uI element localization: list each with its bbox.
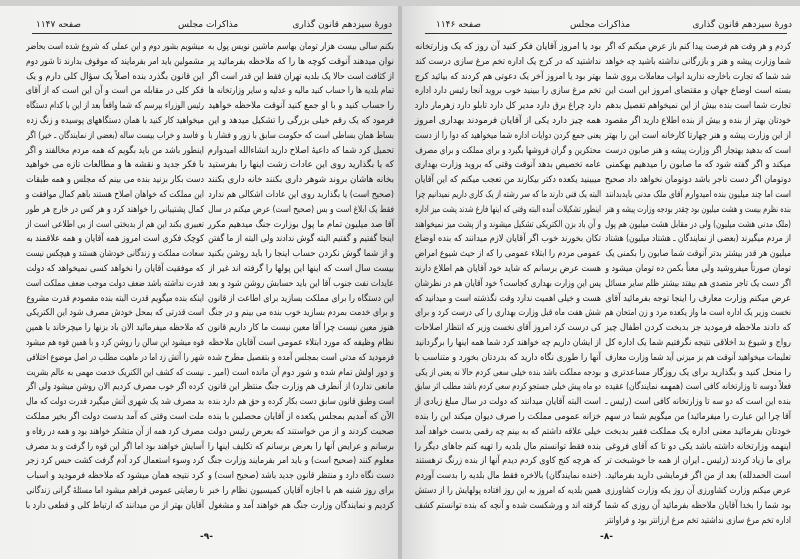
text-line: آنها را طوری نگاه دارید که بدردتان بخورد و متناسب با xyxy=(414,352,601,363)
text-line: (صحیح است) یا بگذارید روی این عادات اشکالی هم ندارد xyxy=(208,189,394,200)
text-line: میکند و اگر گفته شود که ما صابون را میدهیم بهکمنی xyxy=(605,160,791,171)
left-page-header xyxy=(0,20,400,34)
text-line: خزانه عمومی مملکت را صرف دیوان میکند این را بنده xyxy=(415,411,601,422)
text-line: دوتومان اگر دست تاجر باشد دوتومان نخواهد داد صحیح xyxy=(604,175,791,186)
text-column xyxy=(26,40,204,514)
text-line: را منحل کنید و بگذارید برای یک روزگار مساعدتری و xyxy=(604,367,791,378)
text-column xyxy=(415,40,601,514)
text-column xyxy=(605,40,791,528)
text-line: رئیس الوزراء بپرسم که شما واقعاً بعد از این با کدام دستگاه xyxy=(26,101,204,112)
text-line: مصرف کرد همه از آن متشکر خواهند بود و همه در رفاه و xyxy=(26,426,204,437)
text-line: تکان بخورند خوب اگر آقایان لازم میدانند که بنده اوضاع xyxy=(414,234,601,245)
text-line: و دور اولش تمام شده و شور دوم آن مانده است (امیر ـ xyxy=(208,367,394,378)
text-line: اینکه بنده میگویم قدرت البته بنده مقصودم قدرت مشروع xyxy=(26,293,204,304)
text-line: عرض میکنم وزارت کشاورزی آن روز یکه وزارت کشاورزی xyxy=(604,485,791,496)
text-line: میخواهید کار کنید با همان دستگاههای پوسیده و زنگ زده xyxy=(26,115,204,126)
text-line: که دادند ملاحظه فرمودید جز بدبخت کردن اطفال چیز xyxy=(604,323,791,334)
text-line: است که بدهید بهتجار اگر وزارت پیشه و هنر صابون درست xyxy=(605,145,791,156)
text-line: بنده این است که دو سه تا وزارتخانه کافی است (رئیس ـ xyxy=(605,397,791,408)
text-line: و برای خدمت بمردم بسازید خوب بنده می بینم و در جنگ xyxy=(208,308,394,319)
text-line: فقط یک ابلاغ است و بس (صحیح است) عرض میکنم در سال xyxy=(208,204,394,215)
text-line: دست نگاه دارد و منتظر قانون جدید باشد (صحیح است) و xyxy=(208,471,394,482)
text-line: بساط همان بساطی است که حکومت سابق با زور و فشار با xyxy=(208,130,394,141)
text-line: تعبیری بکند این هم از بدبختی است از بی اطلاعی است از xyxy=(25,219,205,230)
text-line: مشمولین باید امر بفرمایند که موقوف بدارند تا شور دوم xyxy=(26,56,204,67)
text-line: کرد نتیجه همان میشود که ملاحظه فرمودید و اسباب xyxy=(26,471,205,482)
book-gutter xyxy=(398,0,402,559)
text-line: تعلیمات میخواهید آنوقت هم بز میزنی آید شما وزارت معارف xyxy=(605,352,791,363)
text-line: است اما چند میلیون بنده امیدوارم آقای ملک مدنی بایدبدانند xyxy=(605,189,791,200)
text-line: بودجه مملکت باشد بنده خیلی سعی کردم حالا نه یعنی از یکی xyxy=(415,367,601,378)
text-line: خیلی علاقه داشتم که به بینم چه رقمی بدست خواهد آمد xyxy=(415,426,601,437)
page-number: صفحه ۱۱۴۶ xyxy=(436,20,482,30)
text-line: تخم مرغ سازی را ببینید خوب بروید آنجا رئیس دارد اداره xyxy=(415,86,601,97)
text-line: نداشتید که در کرج یک اداره تخم مرغ سازی درست کند xyxy=(415,56,601,67)
text-line: فرمود که یک رقم خیلی بزرگی را تشکیل میدهد و این xyxy=(208,115,394,126)
text-line: هست عرض برسانم که شاید خود آقایان هم اطلاع دارند xyxy=(414,263,601,274)
text-line: اینجا گفتیم و گفتیم البته گوش ندادند ولی البته از ما گفتن xyxy=(208,234,394,245)
text-line: برای ما زیاد کردند (رئیس ـ ایران از همه جا خوشبخت تر xyxy=(605,456,791,467)
text-line: خودتان بهتر از بنده و بیش از بنده اطلاع دارید اگر مقصود xyxy=(604,115,791,126)
text-line: همه چیز دارد یکی از آقایان فرمودند بهداری امروز xyxy=(414,115,601,126)
text-column xyxy=(208,40,394,514)
text-line: بنده نظرم بیست و هشت میلیون بود چقدر بودجه وزارت پیشه و هنر xyxy=(605,204,791,215)
text-line: بیست سال است که اینها این پولها را گرفته اند غیر از xyxy=(208,263,394,274)
text-line: بد مصرف شد یک شهری آتش میگیرد قدرت دولت که مال xyxy=(26,397,204,408)
text-line: از این وزارت پیشه و هنر چهارتا کارخانه است این را بهتر xyxy=(604,130,791,141)
text-line: آقا صد میلیون تمام ما پول بوزارت جنگ میدهیم مکرر xyxy=(207,219,394,230)
text-line: کرد وسوء استعمال کرد آدم گرفت کشت حبس کرد زجر xyxy=(25,456,204,467)
text-line: برای روز شنبه هم با اجازه آقایان کمیسیون نظام را خبر xyxy=(207,485,394,496)
text-line: اداره تخم مرغ سازی نداشتید تخم مرغ ارزانتر بود و فراوانتر xyxy=(605,515,791,526)
text-line: با فکر جدید و نقشه ها و مطالعات تازه می خواهید xyxy=(25,160,205,171)
text-line: هست و خیلی اهمیت ندارد وقت نگذشته است و میدانید که xyxy=(414,293,601,304)
text-line: الآن که آمدیم بمجلس یکعده از آقایان محصلین با بنده xyxy=(207,411,394,422)
text-line: قدرت نداشته باشد ضعف دولت موجب ضعف مملکت است xyxy=(25,278,205,289)
text-line: آسایش خواهند بود اما اگر این قوه را گرفت و بد مصرف xyxy=(25,441,204,452)
header-rule xyxy=(32,33,392,34)
text-line: بسته است اوضاع جهان و مقتضای امروز این است این xyxy=(605,86,791,97)
text-line: اگر دست یک تاجر متصدی هم بیفتد بیشتر ظلم سایر مسائل xyxy=(605,278,791,289)
text-line: نا رضایتی عمومی فراهم میشود اما مسئلهٔ گرانی زندگانی xyxy=(26,485,205,496)
text-line: کردیم و نمایندگان وزارت جنگ هم خواهند آمد و مشغول xyxy=(208,500,394,511)
text-line: عرض میکنم وزارت معارف را اینجا توجه بفرمائید آقای xyxy=(605,293,791,304)
text-line: کمال پشتیبانی را خواهند کرد و هر کس در خارج هر طور xyxy=(25,204,204,215)
text-line: عمومی مردم را ابتلاء عمومی را که از حیث شیوع امراض xyxy=(414,249,601,260)
text-line: معلوم کنند (صحیح است) و باید امر بفرمایند وزارت جنگ xyxy=(207,456,394,467)
text-line: دو ماه پیش خیلی جستجو کردم سعی کردم باشد مطلب اثر سابق xyxy=(414,382,601,393)
text-line: و آن باد بزن الکتریکی تشکیل میشوند و از پشت میز نمیخواهند xyxy=(414,219,601,230)
text-line: بخانه هاشان بروند شوهر داری بکنند خانه داری بکنند xyxy=(207,175,394,186)
text-line: (خنده نمایندگان) بالاخره فقط مال بلدیه را بدست آوردم xyxy=(415,471,601,482)
session-volume: دورهٔ سیزدهم قانون گذاری xyxy=(692,20,792,30)
text-line: این دستگاه را برای مملکت بسازید برای اطاعت از قانون xyxy=(207,293,394,304)
text-line: اینهمه وزارتخانه داشته باشد یکی دو تا که آقای فروغی xyxy=(605,441,791,452)
text-line: که یا بگذارید روی این عادات زشت اینها را بفرستید xyxy=(208,160,394,171)
text-line: دارد چراغ برق دارد مدیر کل دارد تابلو دارد زهرمار دارد xyxy=(414,101,601,112)
text-line: عایدات نفت جنوب آقا این باید حسابش روشن شود و بعد xyxy=(208,278,394,289)
text-line: قوه میشود این سالن را روشن کرد و با همین قوه هم میشود xyxy=(26,337,205,348)
text-line: شد شما که تجارت باخارجه ندارید ابواب معاملات بروی شما xyxy=(605,71,791,82)
text-line: میلیون هر قدر بیشتر بدتر آنوقت شما صابون را بکمنی یک xyxy=(605,249,791,260)
text-line: گرفته اند و ورشکست شده و آنچه که بنده توانستم کشف xyxy=(414,500,601,511)
text-line: هنوز معین نیست چرا آقا معین نیست ما کار داریم قانون xyxy=(207,323,394,334)
text-line: اینطور باشد من باید بگویم که همه مردم مخالفند و اگر xyxy=(25,145,205,156)
text-line: فرمودید که مدتی است بمجلس آمده و بتفصیل مطرح شده xyxy=(207,352,394,363)
text-line: دست بکار بزنید بنده می بینم که مجلس و همه طبقات xyxy=(26,175,204,186)
text-line: کی درست کرد امروز آقای نخست وزیر که انتظار اصلاحات xyxy=(414,323,601,334)
text-line: که هرچه کنج کاوی کردم دیدم آنها از بنده زرنگ ترهستند xyxy=(415,456,601,467)
header-title: مذاکرات مجلس xyxy=(570,20,631,30)
text-line: سعادت مملکت و زندگانی خودشان هستند و هیچکس نیست xyxy=(26,249,204,260)
text-line: پس این وزارت بهداری کجاست؟ خود آقایان هم در نظرشان xyxy=(414,278,601,289)
text-line: نیست که کشف این الکتریک خدمت مهمی به عالم بشریت xyxy=(26,367,204,378)
text-line: رواج و شیوع بد اخلاقی نتیجه نگرفتیم شما یک اداره کل xyxy=(605,337,791,348)
text-line: از مردم میگیرند (بعضی از نمایندگان ـ هشتاد میلیون) هشتاد xyxy=(604,234,791,245)
text-line: تجارت شما است بنده بیش از این نمیخواهم تفصیل بدهم xyxy=(605,101,791,112)
scan-edge xyxy=(0,0,800,6)
session-volume: دورهٔ سیزدهم قانون گذاری xyxy=(292,20,392,30)
header-title: مذاکرات مجلس xyxy=(178,20,239,30)
text-line: از ایشان داریم چه خواهند کرد شما همه اینها را برگردانید xyxy=(415,337,601,348)
text-line: مانعی ندارد) از آنطرف هم وزارت جنگ منتظر این قانون xyxy=(207,382,394,393)
text-line: (ملک مدنی هشت میلیون) ولی در مقابل هشت میلیون هم پول xyxy=(604,219,791,230)
right-page-header xyxy=(400,20,800,34)
text-line: ملت است وقتی که آمد بدست دولت اگر بخیر مملکت xyxy=(25,411,204,422)
text-line: آقایان بهتر از من میدانند که ارتباط کلی و قطعی دارد با xyxy=(25,500,204,511)
text-line: تومان صورتاً میفروشید ولی معناً بکمن ده تومان میشود و xyxy=(605,263,791,274)
text-line: نوان میدهند آنوقت کوچه ها را که ملاحظه بفرمائید پر xyxy=(208,56,394,67)
text-line: است الحمدلله) بعد از من اگر فرمایشی دارید بفرمائید. xyxy=(605,471,791,482)
text-line: صحبت کردند و از من خواستند که بعرض رئیس دولت xyxy=(207,426,394,437)
text-line: فعلاً دوسه تا وزارتخانه کافی است (همهمه نمایندگان) عقیده xyxy=(605,382,791,393)
text-line: میشویم بشور دوم و این عملی که شروع شده است بحاضر xyxy=(26,42,205,52)
text-line: از کثافت است حالا یک بلدیه تهران فقط این قدر است اگر xyxy=(208,71,394,82)
text-line: همین بلدیه که امروز به این روز افتاده پولهایش را از دستش xyxy=(414,485,601,496)
text-line: اینطور تشکیلات آمده البته وقتی که اینها فارغ شدند پشت میز اداره xyxy=(415,204,601,215)
text-line: برسانم و عرایض آنها را بعرض برسانم که تکلیف اینها را xyxy=(207,441,394,452)
text-line: میبینید یکعده دکتر بیکارند من تعجب میکنم که این آقایان xyxy=(414,175,601,186)
text-line: کوچک فکری است امروز همه آقایان و همه علاقمند به xyxy=(26,234,205,245)
text-line: البته یک فنی دارند ما که سر رشته از یک کاری داریم نمیدانیم چرا xyxy=(415,189,601,200)
text-line: بنده فقط توانستم مال بلدیه را تهیه کنم جاهای دیگر را xyxy=(414,441,601,452)
page-footer-number: -۹- xyxy=(200,532,213,542)
text-line: و فاسد و خراب بیست ساله (بعضی از نمایندگان ـ خیر) اگر xyxy=(26,130,204,141)
text-line: محتکرین و گران فروشها بگیرد و برای مملکت و برای مصرف xyxy=(415,145,601,156)
header-rule xyxy=(425,33,787,34)
text-line: کرده اگر خوب مصرف کردیم الان روشن میشود ولی اگر xyxy=(26,382,204,393)
text-line: این قانون بگذرد بنده اصلاً یک سؤال کلی دارم و یک xyxy=(26,71,204,82)
text-line: شما وزارت پیشه و هنر و بازرگانی نداشته باشید چه خواهد xyxy=(605,56,791,67)
text-line: که ملاحظه میفرمائید الان باد بزنها را میچرخاند با همین xyxy=(25,323,204,334)
text-line: بکنم سالی بیست هزار تومان بهاسم ماشین نویس پول به xyxy=(207,42,394,52)
text-line: فکر کلی در مقابله من است و آن این است که از آقای xyxy=(25,86,204,97)
text-line: بهتر بود یا امروز آخر یک دعوتی هم کردند که بیائید کرج xyxy=(414,71,601,82)
text-line: یعنی جمع کردن دوایات اداره شما میخواهید که دوا را از دست xyxy=(415,130,601,141)
text-line: تمام بلدیه ها را حساب کنید مالیه و عدلیه و سایر وزارتخانه ها xyxy=(208,86,394,97)
text-line: این مملکت که خواهان اصلاح هستند باهم کمال موافقت و xyxy=(25,189,204,200)
page-number: صفحه ۱۱۴۷ xyxy=(36,20,82,30)
text-line: نخست وزیر یک اداره است ما واز یکعده مرد و زن امتحان هم xyxy=(604,308,791,319)
text-line: بود یا امروز آقایان فکر کنید آن روز که یک وزارتخانه xyxy=(415,42,601,52)
text-line: بود شما را بخدا آقایان ملاحظه بفرمائید آن روزی که شما xyxy=(604,500,791,511)
text-line: خودتان بفرمائید معنی اداره یک مملکت فقیر بدبخت xyxy=(604,426,791,437)
text-line: نظام وظیفه که مورد ابتلاء عمومی است آقایان ملاحظه xyxy=(208,337,394,348)
text-line: تحمیل کرد شما که داعیهٔ اصلاح دارید انشاءالله امیدوارم xyxy=(207,145,394,156)
text-line: عامه تخصیص بدهد آنوقت وقتی که بروید وزارت بهداری xyxy=(414,160,601,171)
text-line: است وطبق قانون سابق دست بکار کرده و حق هم دارد بنده xyxy=(208,397,394,408)
text-line: شهر را آتش زد اما در ماهیت مطلب در اصل موضوع اختلافی xyxy=(26,352,205,363)
text-line: کردم و هر وقت هم فرصت پیدا کنم باز عرض میکنم که اگر xyxy=(605,42,791,52)
text-line: است قدرتی که بمحل خودش مصرف شود این الکتریکی xyxy=(26,308,204,319)
text-line: را حساب کنید و با او جمع کنید آنوقت ملاحظه خواهید xyxy=(208,101,394,112)
text-line: و از شما گوش نکردن حساب اینجا را باید روشن بکنید xyxy=(207,249,394,260)
text-line: آقا چرا این عبارت را میفرمائید) من میگویم شما در سهم xyxy=(604,411,791,422)
text-line: که موفقیت آقایان را نخواهد کسی نمیخواهد که دولت xyxy=(26,263,205,274)
text-line: است البته آقایان میدانند که دولت در سال مبلغ زیادی از xyxy=(414,397,601,408)
page-footer-number: -۸- xyxy=(600,532,613,542)
text-line: شش هفت ماه قبل وزارت بهداری را کی درست کرد و برای xyxy=(415,308,601,319)
